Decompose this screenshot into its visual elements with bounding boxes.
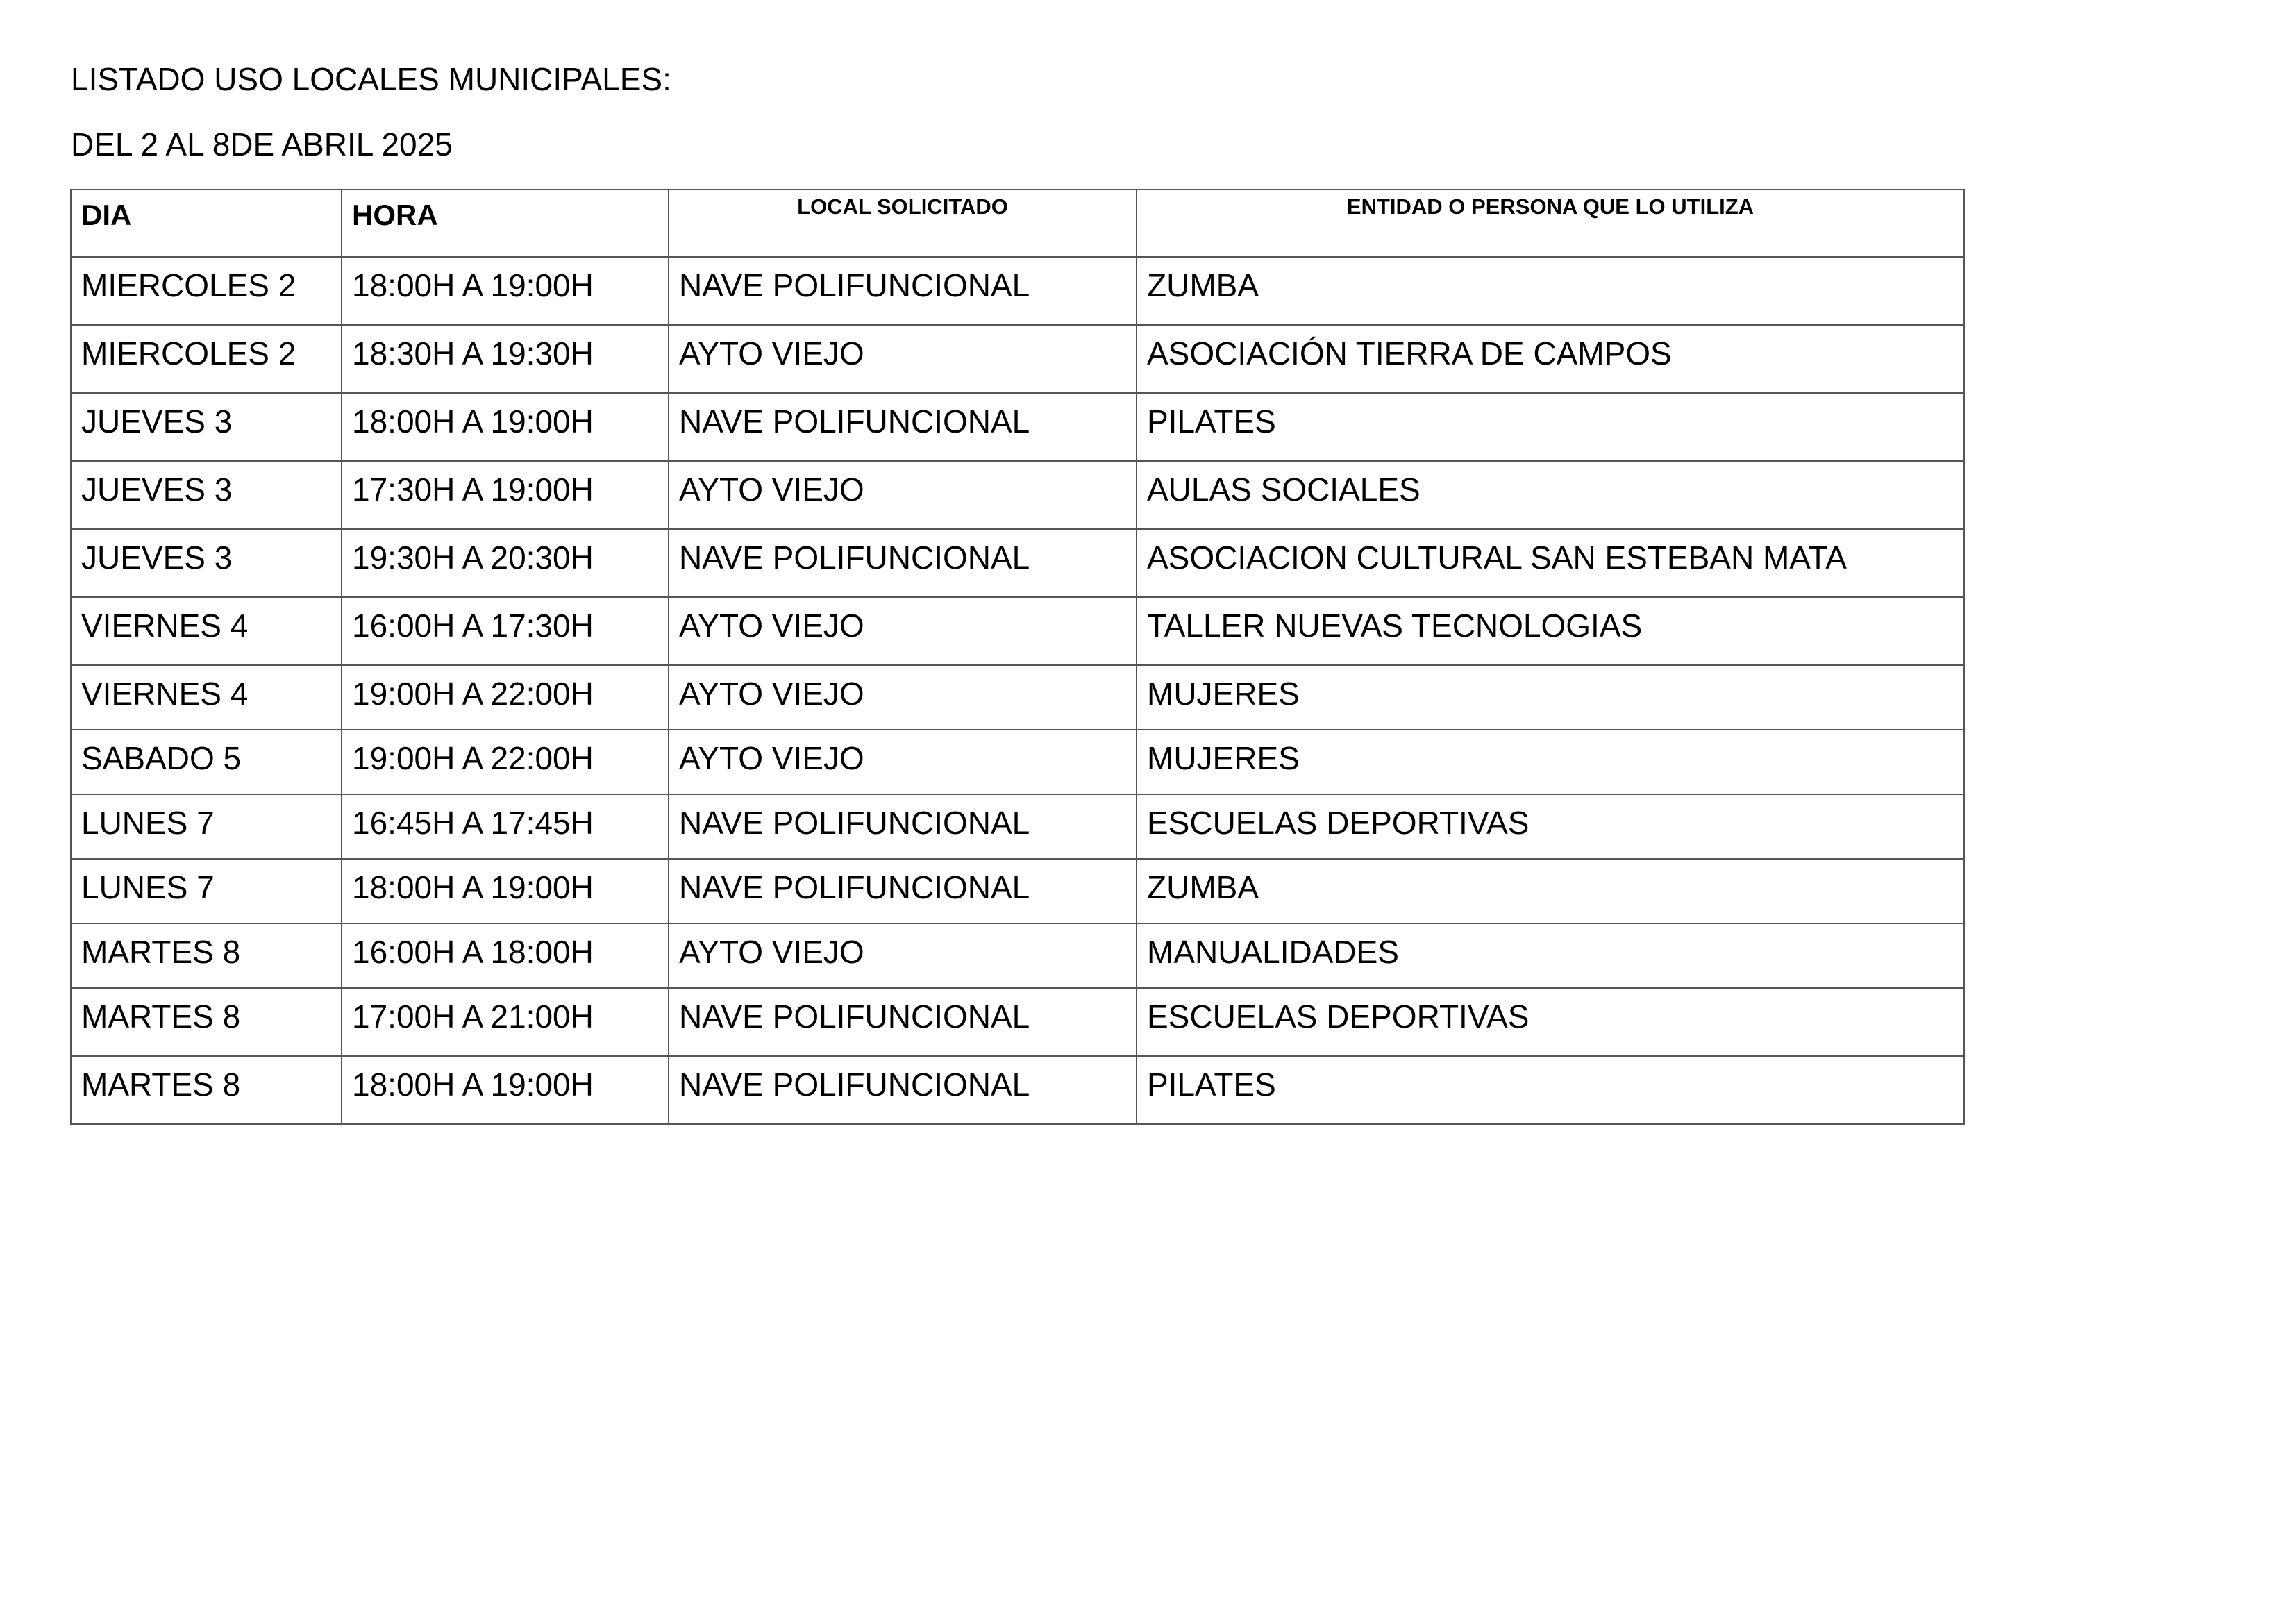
- cell-hora: 16:00H A 17:30H: [342, 597, 669, 665]
- cell-entidad: ZUMBA: [1137, 257, 1964, 325]
- cell-hora: 19:00H A 22:00H: [342, 665, 669, 730]
- table-row: [71, 859, 1964, 923]
- cell-hora: 18:30H A 19:30H: [342, 325, 669, 393]
- header-local: LOCAL SOLICITADO: [669, 190, 1137, 257]
- cell-hora: 17:00H A 21:00H: [342, 988, 669, 1056]
- cell-entidad: MANUALIDADES: [1137, 923, 1964, 988]
- table-row: [71, 988, 1964, 1056]
- cell-hora: 18:00H A 19:00H: [342, 393, 669, 461]
- cell-local: NAVE POLIFUNCIONAL: [669, 859, 1137, 923]
- table-header-row: [71, 190, 1964, 257]
- cell-dia: JUEVES 3: [71, 393, 342, 461]
- cell-local: AYTO VIEJO: [669, 923, 1137, 988]
- header-dia: DIA: [71, 190, 342, 257]
- cell-dia: LUNES 7: [71, 794, 342, 859]
- table-row: [71, 665, 1964, 730]
- cell-local: AYTO VIEJO: [669, 665, 1137, 730]
- cell-entidad: PILATES: [1137, 393, 1964, 461]
- cell-local: NAVE POLIFUNCIONAL: [669, 393, 1137, 461]
- table-row: [71, 794, 1964, 859]
- cell-local: NAVE POLIFUNCIONAL: [669, 257, 1137, 325]
- cell-dia: MIERCOLES 2: [71, 257, 342, 325]
- cell-dia: JUEVES 3: [71, 529, 342, 597]
- document-subtitle: DEL 2 AL 8DE ABRIL 2025: [71, 126, 453, 162]
- table-row: [71, 1056, 1964, 1124]
- cell-entidad: ZUMBA: [1137, 859, 1964, 923]
- table-row: [71, 461, 1964, 529]
- cell-hora: 16:00H A 18:00H: [342, 923, 669, 988]
- cell-entidad: AULAS SOCIALES: [1137, 461, 1964, 529]
- cell-entidad: MUJERES: [1137, 665, 1964, 730]
- cell-local: NAVE POLIFUNCIONAL: [669, 1056, 1137, 1124]
- cell-local: AYTO VIEJO: [669, 730, 1137, 794]
- cell-hora: 18:00H A 19:00H: [342, 257, 669, 325]
- table-row: [71, 529, 1964, 597]
- cell-local: AYTO VIEJO: [669, 597, 1137, 665]
- cell-local: AYTO VIEJO: [669, 461, 1137, 529]
- header-entidad: ENTIDAD O PERSONA QUE LO UTILIZA: [1137, 190, 1964, 257]
- cell-entidad: PILATES: [1137, 1056, 1964, 1124]
- cell-dia: MARTES 8: [71, 988, 342, 1056]
- cell-local: NAVE POLIFUNCIONAL: [669, 988, 1137, 1056]
- cell-local: NAVE POLIFUNCIONAL: [669, 529, 1137, 597]
- cell-entidad: ASOCIACION CULTURAL SAN ESTEBAN MATA: [1137, 529, 1964, 597]
- table-row: [71, 393, 1964, 461]
- cell-dia: VIERNES 4: [71, 597, 342, 665]
- cell-dia: SABADO 5: [71, 730, 342, 794]
- table-row: [71, 325, 1964, 393]
- cell-dia: MARTES 8: [71, 1056, 342, 1124]
- cell-dia: MIERCOLES 2: [71, 325, 342, 393]
- cell-dia: LUNES 7: [71, 859, 342, 923]
- table-row: [71, 923, 1964, 988]
- cell-local: AYTO VIEJO: [669, 325, 1137, 393]
- table-row: [71, 597, 1964, 665]
- cell-hora: 16:45H A 17:45H: [342, 794, 669, 859]
- cell-hora: 17:30H A 19:00H: [342, 461, 669, 529]
- cell-entidad: ASOCIACIÓN TIERRA DE CAMPOS: [1137, 325, 1964, 393]
- cell-hora: 18:00H A 19:00H: [342, 1056, 669, 1124]
- cell-entidad: TALLER NUEVAS TECNOLOGIAS: [1137, 597, 1964, 665]
- cell-dia: MARTES 8: [71, 923, 342, 988]
- header-hora: HORA: [342, 190, 669, 257]
- cell-entidad: ESCUELAS DEPORTIVAS: [1137, 794, 1964, 859]
- cell-entidad: ESCUELAS DEPORTIVAS: [1137, 988, 1964, 1056]
- cell-dia: JUEVES 3: [71, 461, 342, 529]
- document-title: LISTADO USO LOCALES MUNICIPALES:: [71, 61, 671, 97]
- usage-table: [70, 189, 1965, 1125]
- cell-local: NAVE POLIFUNCIONAL: [669, 794, 1137, 859]
- table-row: [71, 730, 1964, 794]
- cell-hora: 19:00H A 22:00H: [342, 730, 669, 794]
- cell-hora: 18:00H A 19:00H: [342, 859, 669, 923]
- table-row: [71, 257, 1964, 325]
- cell-entidad: MUJERES: [1137, 730, 1964, 794]
- cell-dia: VIERNES 4: [71, 665, 342, 730]
- cell-hora: 19:30H A 20:30H: [342, 529, 669, 597]
